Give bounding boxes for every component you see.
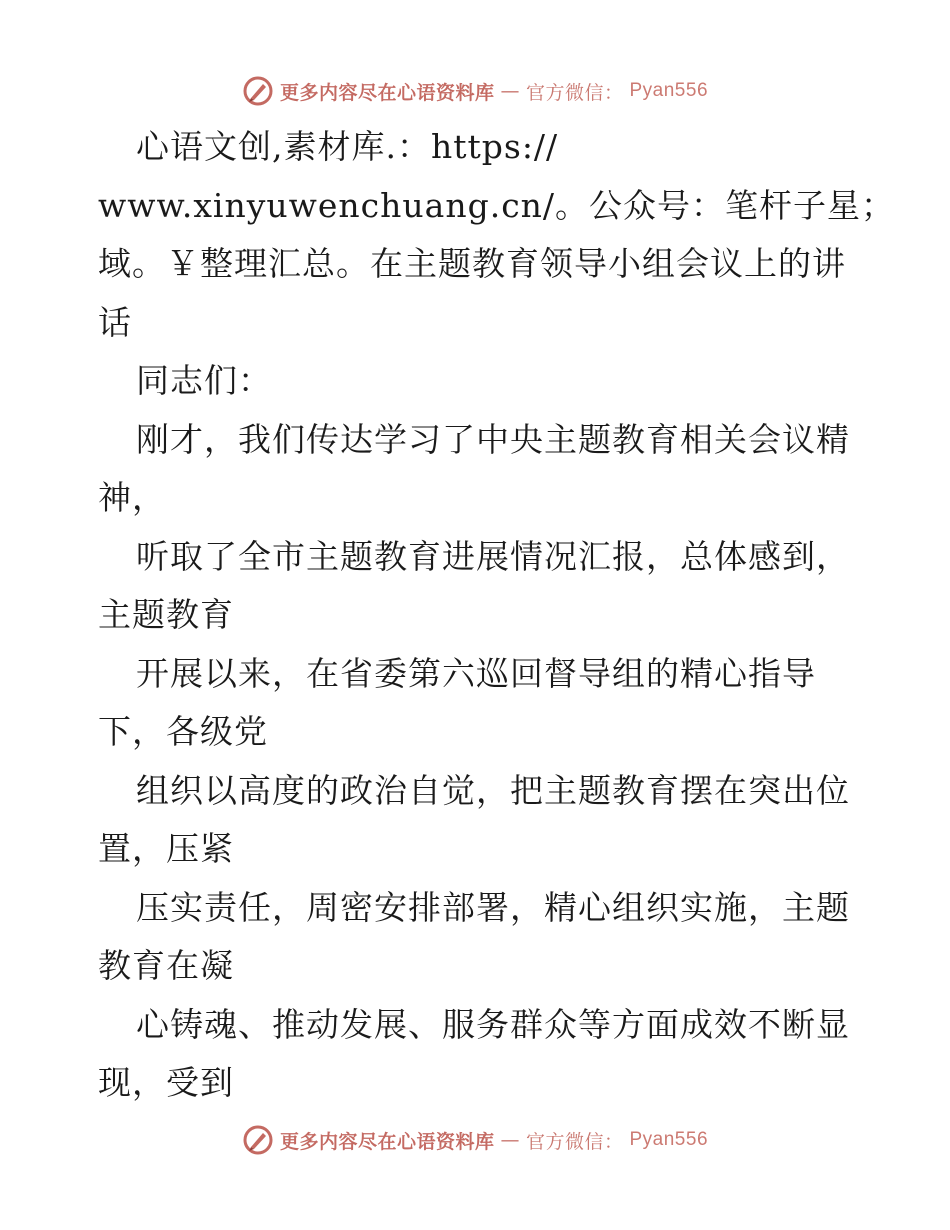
pen-circle-logo-icon [242, 75, 274, 107]
watermark-separator: — [500, 1129, 520, 1151]
doc-line: 心语文创,素材库.：https:// [136, 127, 559, 166]
doc-line: 现，受到 [98, 1063, 234, 1102]
doc-line: 开展以来，在省委第六巡回督导组的精心指导 [136, 653, 816, 693]
doc-line: 压实责任，周密安排部署，精心组织实施，主题 [136, 887, 850, 927]
watermark-wechat-label: 官方微信： [525, 81, 624, 104]
doc-line: 主题教育 [98, 595, 234, 634]
document-body [98, 118, 896, 1113]
doc-line: 听取了全市主题教育进展情况汇报，总体感到， [136, 536, 850, 576]
pen-circle-logo-icon [242, 1124, 274, 1156]
watermark-brand-text: 更多内容尽在心语资料库 [279, 81, 495, 104]
doc-line: 教育在凝 [98, 946, 234, 985]
doc-line: 组织以高度的政治自觉，把主题教育摆在突出位 [136, 770, 850, 810]
watermark-header [0, 71, 950, 111]
doc-line: 下，各级党 [98, 712, 268, 751]
doc-line: www.xinyuwenchuang.cn/。公众号：笔杆子星； [98, 185, 896, 225]
doc-line: 域。￥整理汇总。在主题教育领导小组会议上的讲 [98, 244, 846, 283]
doc-line: 心铸魂、推动发展、服务群众等方面成效不断显 [136, 1004, 850, 1044]
watermark-wechat-label: 官方微信： [525, 1130, 624, 1153]
watermark-separator: — [500, 80, 520, 102]
doc-line: 神， [98, 478, 166, 517]
watermark-wechat-id: Pyan556 [629, 80, 709, 101]
watermark-wechat-id: Pyan556 [629, 1129, 709, 1150]
watermark-brand-text: 更多内容尽在心语资料库 [279, 1130, 495, 1153]
watermark-footer [0, 1120, 950, 1160]
doc-line: 置，压紧 [98, 829, 234, 868]
doc-line: 刚才，我们传达学习了中央主题教育相关会议精 [136, 419, 850, 459]
doc-line: 话 [98, 302, 132, 342]
doc-line: 同志们： [136, 361, 272, 400]
